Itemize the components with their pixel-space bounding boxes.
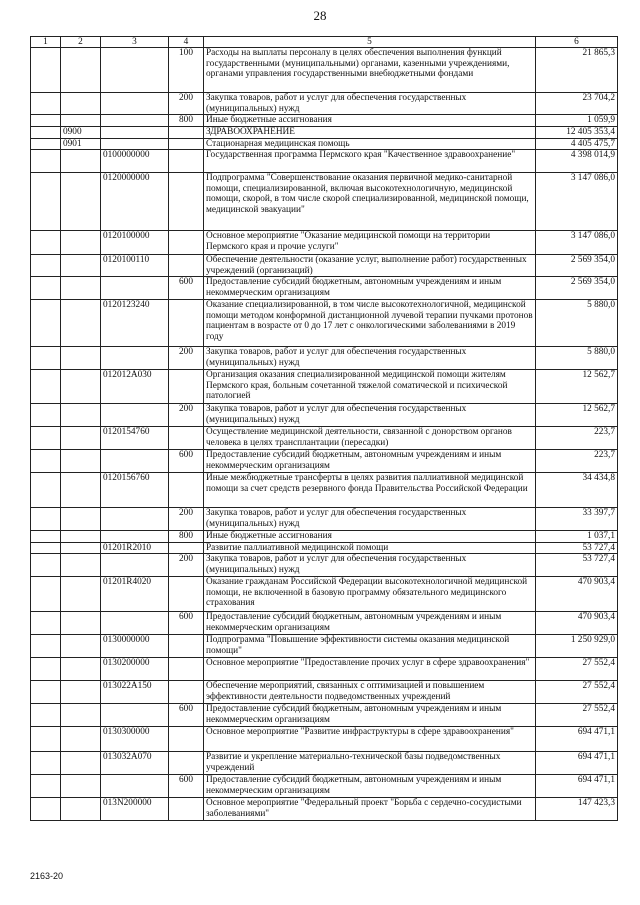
cell-expense-type: 600 bbox=[169, 775, 204, 798]
cell-section-1 bbox=[31, 704, 61, 727]
table-row bbox=[31, 450, 618, 473]
cell-section-code bbox=[61, 231, 101, 255]
table-row bbox=[31, 127, 618, 139]
cell-section-1 bbox=[31, 150, 61, 173]
table-row bbox=[31, 542, 618, 554]
cell-amount: 2 569 354,0 bbox=[536, 277, 618, 300]
cell-amount: 1 059,9 bbox=[536, 115, 618, 127]
table-row bbox=[31, 752, 618, 775]
cell-expense-type: 200 bbox=[169, 554, 204, 577]
cell-target-code: 0120000000 bbox=[101, 173, 169, 231]
cell-expense-type bbox=[169, 473, 204, 508]
cell-section-1 bbox=[31, 775, 61, 798]
cell-section-1 bbox=[31, 427, 61, 450]
cell-target-code bbox=[101, 93, 169, 115]
cell-amount: 4 405 475,7 bbox=[536, 138, 618, 150]
cell-section-1 bbox=[31, 635, 61, 658]
cell-amount: 223,7 bbox=[536, 427, 618, 450]
table-row bbox=[31, 277, 618, 300]
cell-expense-type: 800 bbox=[169, 531, 204, 543]
cell-expense-type bbox=[169, 255, 204, 277]
cell-amount: 27 552,4 bbox=[536, 704, 618, 727]
cell-description: Основное мероприятие "Предоставление прочих услуг в сфере здравоохранения" bbox=[204, 658, 536, 681]
cell-expense-type: 200 bbox=[169, 347, 204, 370]
cell-amount: 3 147 086,0 bbox=[536, 231, 618, 255]
table-row bbox=[31, 370, 618, 404]
cell-section-1 bbox=[31, 138, 61, 150]
table-row bbox=[31, 508, 618, 531]
cell-section-code bbox=[61, 404, 101, 427]
cell-amount: 223,7 bbox=[536, 450, 618, 473]
cell-description: Подпрограмма "Совершенствование оказания первичной медико-санитарной помощи, специализированной, включая высокотехнологичную, медицинской помощи, скорой, в том числе скорой специализированной, медицинской помощи, медицинской эвакуации" bbox=[204, 173, 536, 231]
table-row bbox=[31, 727, 618, 752]
cell-target-code bbox=[101, 531, 169, 543]
cell-description: Закупка товаров, работ и услуг для обеспечения государственных (муниципальных) нужд bbox=[204, 404, 536, 427]
table-row bbox=[31, 658, 618, 681]
cell-section-code: 0901 bbox=[61, 138, 101, 150]
cell-expense-type bbox=[169, 127, 204, 139]
column-header: 3 bbox=[101, 37, 169, 48]
table-row bbox=[31, 150, 618, 173]
cell-description: Предоставление субсидий бюджетным, автономным учреждениям и иным некоммерческим организациям bbox=[204, 277, 536, 300]
cell-expense-type: 200 bbox=[169, 93, 204, 115]
cell-description: Оказание гражданам Российской Федерации высокотехнологичной медицинской помощи, не включенной в базовую программу обязательного медицинского страхования bbox=[204, 577, 536, 612]
cell-section-1 bbox=[31, 300, 61, 347]
column-header: 1 bbox=[31, 37, 61, 48]
cell-amount: 21 865,3 bbox=[536, 48, 618, 93]
cell-expense-type: 200 bbox=[169, 508, 204, 531]
document-code: 2163-20 bbox=[30, 871, 64, 881]
table-row bbox=[31, 775, 618, 798]
cell-amount: 694 471,1 bbox=[536, 727, 618, 752]
cell-description: Осуществление медицинской деятельности, связанной с донорством органов человека в целях трансплантации (пересадки) bbox=[204, 427, 536, 450]
table-row bbox=[31, 704, 618, 727]
column-header: 6 bbox=[536, 37, 618, 48]
cell-expense-type: 600 bbox=[169, 704, 204, 727]
cell-amount: 5 880,0 bbox=[536, 347, 618, 370]
cell-section-code bbox=[61, 370, 101, 404]
cell-section-1 bbox=[31, 577, 61, 612]
page-number: 28 bbox=[313, 8, 327, 23]
cell-target-code: 0120154760 bbox=[101, 427, 169, 450]
cell-target-code bbox=[101, 554, 169, 577]
cell-target-code: 0120123240 bbox=[101, 300, 169, 347]
cell-section-code bbox=[61, 775, 101, 798]
cell-target-code bbox=[101, 127, 169, 139]
cell-section-code bbox=[61, 798, 101, 821]
table-row bbox=[31, 173, 618, 231]
cell-amount: 5 880,0 bbox=[536, 300, 618, 347]
cell-expense-type bbox=[169, 798, 204, 821]
table-row bbox=[31, 115, 618, 127]
cell-section-code bbox=[61, 277, 101, 300]
cell-section-1 bbox=[31, 612, 61, 635]
cell-target-code: 013022А150 bbox=[101, 681, 169, 704]
cell-amount: 694 471,1 bbox=[536, 752, 618, 775]
table-body bbox=[31, 48, 618, 821]
table-row bbox=[31, 612, 618, 635]
cell-target-code bbox=[101, 347, 169, 370]
cell-amount: 2 569 354,0 bbox=[536, 255, 618, 277]
cell-section-1 bbox=[31, 231, 61, 255]
cell-target-code bbox=[101, 277, 169, 300]
cell-target-code: 013032А070 bbox=[101, 752, 169, 775]
cell-section-1 bbox=[31, 255, 61, 277]
cell-section-1 bbox=[31, 658, 61, 681]
cell-description: Развитие паллиативной медицинской помощи bbox=[204, 542, 536, 554]
cell-amount: 34 434,8 bbox=[536, 473, 618, 508]
cell-expense-type bbox=[169, 138, 204, 150]
cell-description: Государственная программа Пермского края "Качественное здравоохранение" bbox=[204, 150, 536, 173]
table-row bbox=[31, 635, 618, 658]
table-header-row bbox=[31, 37, 618, 48]
cell-section-1 bbox=[31, 48, 61, 93]
cell-amount: 470 903,4 bbox=[536, 612, 618, 635]
cell-expense-type bbox=[169, 370, 204, 404]
cell-target-code: 0130000000 bbox=[101, 635, 169, 658]
cell-section-code bbox=[61, 450, 101, 473]
cell-section-1 bbox=[31, 681, 61, 704]
cell-target-code: 01201R2010 bbox=[101, 542, 169, 554]
table-row bbox=[31, 138, 618, 150]
cell-target-code: 012012А030 bbox=[101, 370, 169, 404]
table-row bbox=[31, 473, 618, 508]
cell-section-code bbox=[61, 115, 101, 127]
cell-section-1 bbox=[31, 473, 61, 508]
table-row bbox=[31, 231, 618, 255]
table-row bbox=[31, 577, 618, 612]
cell-section-code bbox=[61, 347, 101, 370]
cell-section-1 bbox=[31, 508, 61, 531]
cell-amount: 694 471,1 bbox=[536, 775, 618, 798]
cell-expense-type bbox=[169, 427, 204, 450]
cell-section-1 bbox=[31, 798, 61, 821]
cell-amount: 3 147 086,0 bbox=[536, 173, 618, 231]
budget-table bbox=[30, 36, 618, 821]
cell-section-code bbox=[61, 173, 101, 231]
cell-expense-type bbox=[169, 635, 204, 658]
cell-target-code: 0130200000 bbox=[101, 658, 169, 681]
table-row bbox=[31, 404, 618, 427]
cell-section-code bbox=[61, 508, 101, 531]
cell-section-1 bbox=[31, 554, 61, 577]
cell-description: Развитие и укрепление материально-технической базы подведомственных учреждений bbox=[204, 752, 536, 775]
cell-description: ЗДРАВООХРАНЕНИЕ bbox=[204, 127, 536, 139]
cell-description: Основное мероприятие "Федеральный проект "Борьба с сердечно-сосудистыми заболеваниями" bbox=[204, 798, 536, 821]
table-row bbox=[31, 347, 618, 370]
cell-amount: 53 727,4 bbox=[536, 542, 618, 554]
cell-amount: 27 552,4 bbox=[536, 658, 618, 681]
table-row bbox=[31, 798, 618, 821]
cell-section-1 bbox=[31, 347, 61, 370]
cell-section-1 bbox=[31, 115, 61, 127]
cell-target-code bbox=[101, 138, 169, 150]
table-row bbox=[31, 554, 618, 577]
cell-expense-type: 600 bbox=[169, 450, 204, 473]
cell-section-code bbox=[61, 150, 101, 173]
cell-target-code: 0120100000 bbox=[101, 231, 169, 255]
cell-expense-type bbox=[169, 577, 204, 612]
cell-amount: 23 704,2 bbox=[536, 93, 618, 115]
cell-amount: 12 562,7 bbox=[536, 370, 618, 404]
cell-section-code bbox=[61, 752, 101, 775]
cell-description: Иные межбюджетные трансферты в целях развития паллиативной медицинской помощи за счет средств резервного фонда Правительства Российской Федерации bbox=[204, 473, 536, 508]
cell-target-code: 01201R4020 bbox=[101, 577, 169, 612]
column-header: 5 bbox=[204, 37, 536, 48]
cell-target-code: 0120156760 bbox=[101, 473, 169, 508]
cell-amount: 147 423,3 bbox=[536, 798, 618, 821]
cell-amount: 470 903,4 bbox=[536, 577, 618, 612]
table-row bbox=[31, 300, 618, 347]
cell-section-1 bbox=[31, 127, 61, 139]
cell-description: Закупка товаров, работ и услуг для обеспечения государственных (муниципальных) нужд bbox=[204, 93, 536, 115]
cell-section-1 bbox=[31, 173, 61, 231]
cell-expense-type bbox=[169, 231, 204, 255]
cell-expense-type: 800 bbox=[169, 115, 204, 127]
cell-expense-type bbox=[169, 658, 204, 681]
cell-expense-type bbox=[169, 150, 204, 173]
cell-target-code: 0120100110 bbox=[101, 255, 169, 277]
cell-section-1 bbox=[31, 531, 61, 543]
cell-section-code bbox=[61, 48, 101, 93]
cell-target-code bbox=[101, 450, 169, 473]
table-row bbox=[31, 427, 618, 450]
cell-description: Предоставление субсидий бюджетным, автономным учреждениям и иным некоммерческим организациям bbox=[204, 612, 536, 635]
cell-description: Предоставление субсидий бюджетным, автономным учреждениям и иным некоммерческим организациям bbox=[204, 450, 536, 473]
cell-amount: 1 250 929,0 bbox=[536, 635, 618, 658]
cell-section-code bbox=[61, 473, 101, 508]
cell-expense-type bbox=[169, 681, 204, 704]
cell-amount: 27 552,4 bbox=[536, 681, 618, 704]
cell-description: Стационарная медицинская помощь bbox=[204, 138, 536, 150]
cell-section-code bbox=[61, 531, 101, 543]
cell-section-code bbox=[61, 727, 101, 752]
cell-description: Оказание специализированной, в том числе высокотехнологичной, медицинской помощи методом конформной дистанционной лучевой терапии пучками протонов пациентам в возрасте от 0 до 17 лет с онкологическими заболеваниями в 2019 году bbox=[204, 300, 536, 347]
cell-expense-type: 600 bbox=[169, 277, 204, 300]
cell-expense-type: 100 bbox=[169, 48, 204, 93]
cell-amount: 53 727,4 bbox=[536, 554, 618, 577]
cell-target-code: 013N200000 bbox=[101, 798, 169, 821]
cell-section-1 bbox=[31, 752, 61, 775]
table-row bbox=[31, 681, 618, 704]
cell-section-1 bbox=[31, 370, 61, 404]
cell-description: Предоставление субсидий бюджетным, автономным учреждениям и иным некоммерческим организациям bbox=[204, 775, 536, 798]
cell-section-1 bbox=[31, 93, 61, 115]
column-header: 4 bbox=[169, 37, 204, 48]
cell-amount: 4 398 014,9 bbox=[536, 150, 618, 173]
cell-target-code bbox=[101, 508, 169, 531]
cell-description: Обеспечение деятельности (оказание услуг, выполнение работ) государственных учреждений (организаций) bbox=[204, 255, 536, 277]
cell-section-code bbox=[61, 427, 101, 450]
cell-target-code bbox=[101, 612, 169, 635]
cell-description: Расходы на выплаты персоналу в целях обеспечения выполнения функций государственными (муниципальными) органами, казенными учреждениями, органами управления государственными внебюджетными фондами bbox=[204, 48, 536, 93]
cell-section-1 bbox=[31, 542, 61, 554]
cell-description: Закупка товаров, работ и услуг для обеспечения государственных (муниципальных) нужд bbox=[204, 347, 536, 370]
cell-section-code bbox=[61, 542, 101, 554]
cell-section-code bbox=[61, 255, 101, 277]
cell-section-code bbox=[61, 612, 101, 635]
cell-description: Основное мероприятие "Развитие инфраструктуры в сфере здравоохранения" bbox=[204, 727, 536, 752]
cell-expense-type bbox=[169, 752, 204, 775]
cell-target-code bbox=[101, 115, 169, 127]
cell-amount: 33 397,7 bbox=[536, 508, 618, 531]
cell-section-code bbox=[61, 635, 101, 658]
cell-expense-type: 200 bbox=[169, 404, 204, 427]
cell-section-code bbox=[61, 658, 101, 681]
table-row bbox=[31, 93, 618, 115]
cell-description: Подпрограмма "Повышение эффективности системы оказания медицинской помощи" bbox=[204, 635, 536, 658]
cell-expense-type bbox=[169, 727, 204, 752]
cell-target-code bbox=[101, 404, 169, 427]
cell-target-code bbox=[101, 775, 169, 798]
cell-description: Закупка товаров, работ и услуг для обеспечения государственных (муниципальных) нужд bbox=[204, 508, 536, 531]
table-row bbox=[31, 531, 618, 543]
cell-section-1 bbox=[31, 727, 61, 752]
cell-section-code: 0900 bbox=[61, 127, 101, 139]
cell-amount: 12 405 353,4 bbox=[536, 127, 618, 139]
cell-description: Обеспечение мероприятий, связанных с оптимизацией и повышением эффективности деятельности подведомственных учреждений bbox=[204, 681, 536, 704]
cell-description: Закупка товаров, работ и услуг для обеспечения государственных (муниципальных) нужд bbox=[204, 554, 536, 577]
cell-section-1 bbox=[31, 450, 61, 473]
cell-section-code bbox=[61, 93, 101, 115]
cell-section-code bbox=[61, 704, 101, 727]
cell-section-code bbox=[61, 577, 101, 612]
cell-section-code bbox=[61, 554, 101, 577]
cell-section-1 bbox=[31, 404, 61, 427]
cell-description: Иные бюджетные ассигнования bbox=[204, 115, 536, 127]
cell-expense-type: 600 bbox=[169, 612, 204, 635]
table-row bbox=[31, 255, 618, 277]
cell-amount: 12 562,7 bbox=[536, 404, 618, 427]
cell-expense-type bbox=[169, 300, 204, 347]
table-row bbox=[31, 48, 618, 93]
column-header: 2 bbox=[61, 37, 101, 48]
cell-target-code: 0130300000 bbox=[101, 727, 169, 752]
cell-description: Иные бюджетные ассигнования bbox=[204, 531, 536, 543]
cell-section-1 bbox=[31, 277, 61, 300]
cell-description: Организация оказания специализированной медицинской помощи жителям Пермского края, больным сочетанной тяжелой соматической и психической патологией bbox=[204, 370, 536, 404]
cell-target-code bbox=[101, 48, 169, 93]
cell-section-code bbox=[61, 681, 101, 704]
cell-description: Основное мероприятие "Оказание медицинской помощи на территории Пермского края и прочие услуги" bbox=[204, 231, 536, 255]
cell-expense-type bbox=[169, 542, 204, 554]
cell-expense-type bbox=[169, 173, 204, 231]
cell-target-code: 0100000000 bbox=[101, 150, 169, 173]
cell-section-code bbox=[61, 300, 101, 347]
cell-amount: 1 037,1 bbox=[536, 531, 618, 543]
cell-description: Предоставление субсидий бюджетным, автономным учреждениям и иным некоммерческим организациям bbox=[204, 704, 536, 727]
cell-target-code bbox=[101, 704, 169, 727]
